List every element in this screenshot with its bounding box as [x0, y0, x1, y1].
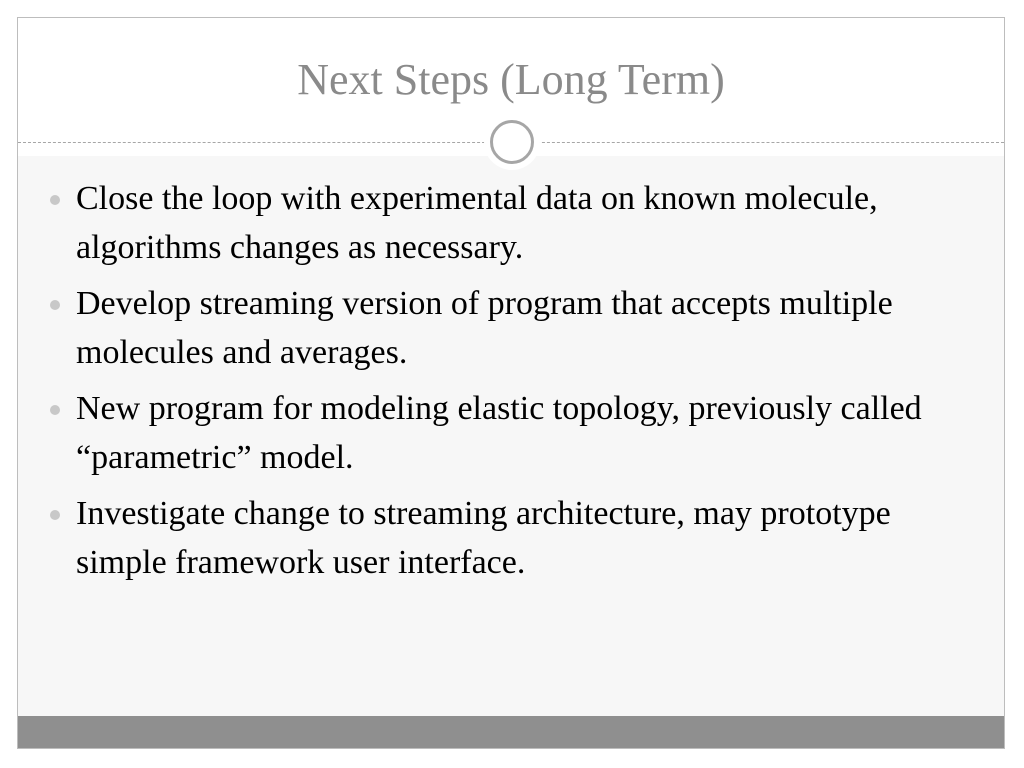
- bullet-dot-icon: [50, 405, 60, 415]
- circle-ornament-icon: [484, 114, 540, 170]
- bullet-dot-icon: [50, 300, 60, 310]
- bullet-item: [50, 174, 975, 272]
- bullet-item: [50, 489, 975, 587]
- footer-bar: [18, 716, 1004, 749]
- ring-icon: [490, 120, 534, 164]
- bullet-dot-icon: [50, 195, 60, 205]
- bullet-list: [50, 174, 975, 594]
- bullet-text: Investigate change to streaming architecture, may prototype simple framework user interface.: [76, 495, 891, 581]
- bullet-text: Close the loop with experimental data on known molecule, algorithms changes as necessary.: [76, 180, 878, 266]
- bullet-item: [50, 279, 975, 377]
- slide-title: Next Steps (Long Term): [297, 55, 725, 104]
- bullet-item: [50, 384, 975, 482]
- bullet-dot-icon: [50, 510, 60, 520]
- bullet-text: New program for modeling elastic topology, previously called “parametric” model.: [76, 390, 922, 476]
- bullet-text: Develop streaming version of program that accepts multiple molecules and averages.: [76, 285, 893, 371]
